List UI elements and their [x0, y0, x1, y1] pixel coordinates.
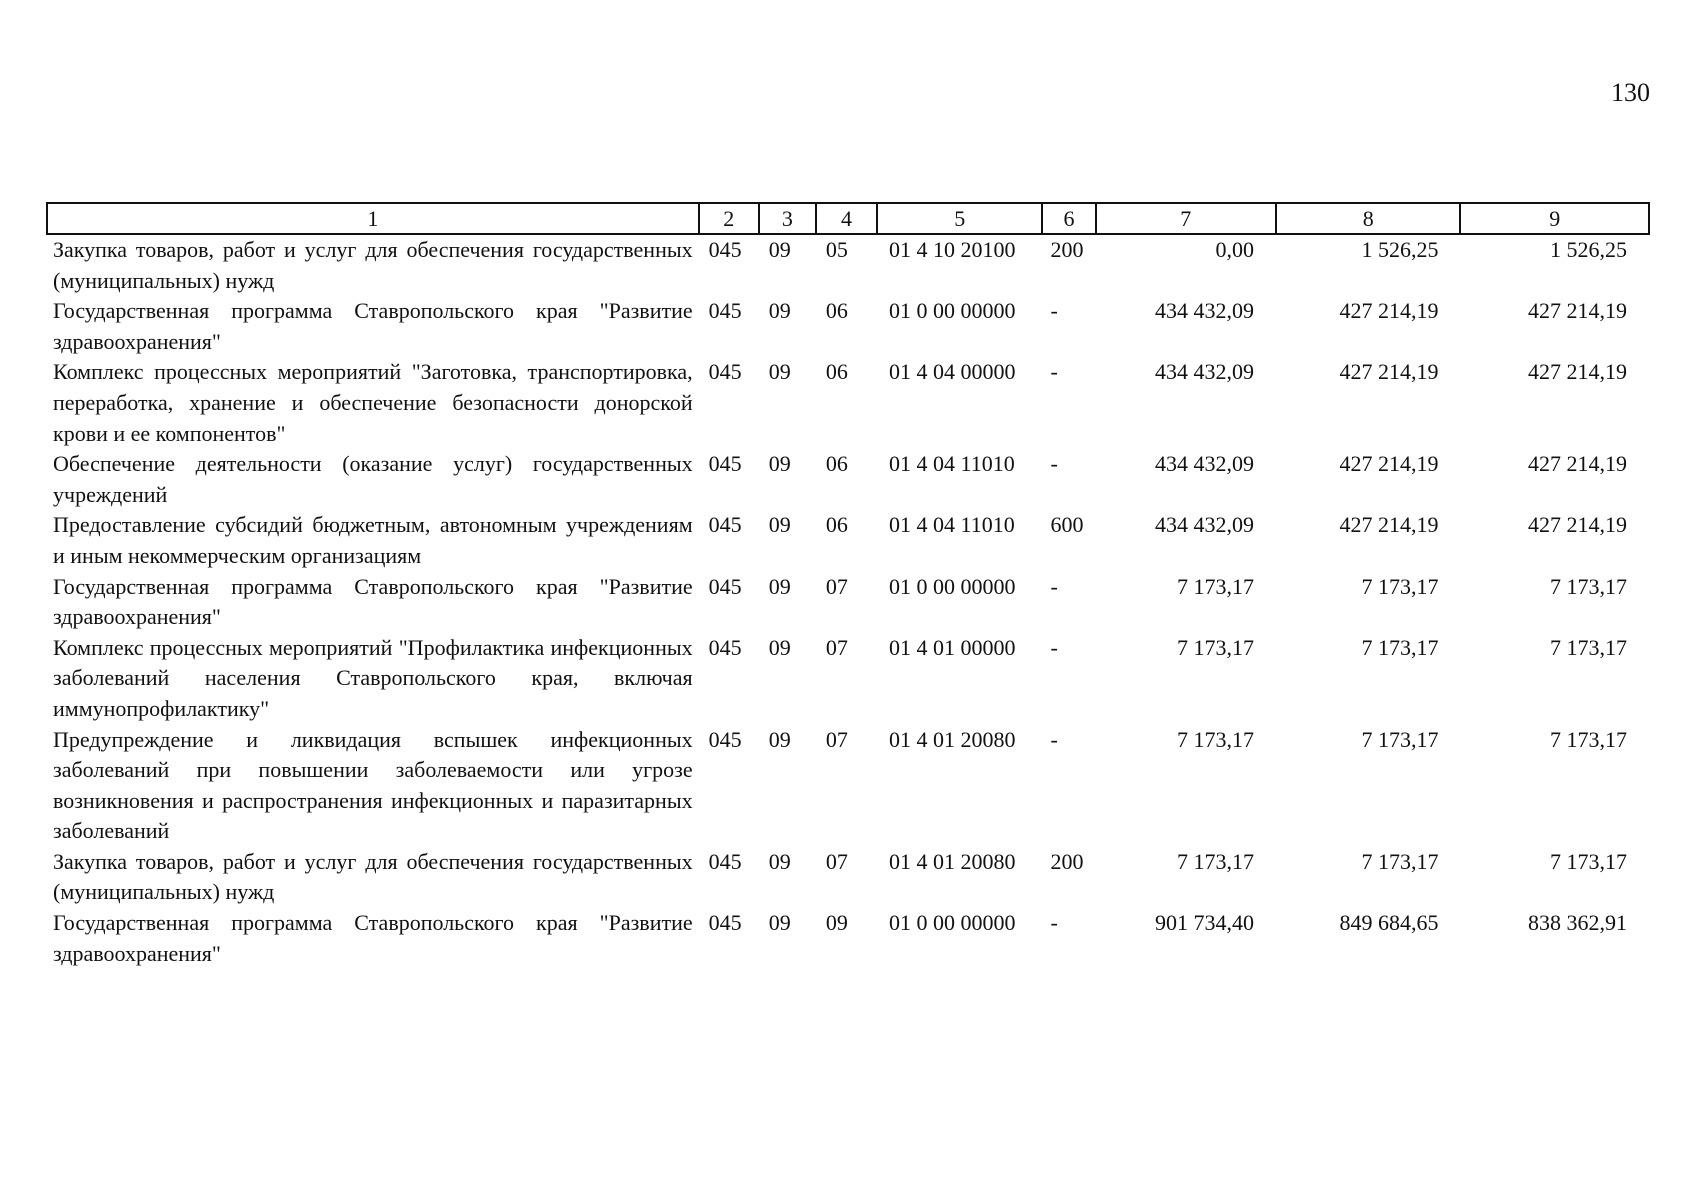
amount-col-8: 1 526,25	[1361, 237, 1439, 262]
amount-col-9: 838 362,91	[1528, 910, 1627, 936]
target-article-code: 01 4 10 20100	[889, 237, 1016, 262]
section-code: 09	[768, 359, 791, 385]
section-code: 09	[768, 910, 791, 936]
table-row	[47, 357, 1649, 449]
table-row	[47, 449, 1649, 510]
section-code: 09	[768, 512, 791, 538]
header-col-5: 5	[877, 203, 1042, 234]
header-col-1: 1	[47, 203, 699, 234]
amount-col-7: 434 432,09	[1155, 359, 1255, 385]
subsection-code: 09	[825, 910, 848, 936]
table-row	[47, 234, 1649, 296]
target-article-code: 01 4 04 00000	[889, 359, 1016, 385]
section-code: 09	[768, 237, 791, 262]
target-article-code: 01 4 01 20080	[889, 726, 1016, 752]
ministry-code: 045	[708, 298, 742, 324]
section-code: 09	[768, 634, 791, 660]
amount-col-7: 434 432,09	[1155, 512, 1255, 538]
row-name: Закупка товаров, работ и услуг для обеспечения государственных (муниципальных) нужд	[53, 237, 693, 293]
section-code: 09	[768, 573, 791, 599]
amount-col-8: 849 684,65	[1339, 910, 1439, 936]
table-row	[47, 847, 1649, 908]
row-name: Закупка товаров, работ и услуг для обеспечения государственных (муниципальных) нужд	[53, 848, 693, 905]
target-article-code: 01 0 00 00000	[889, 910, 1016, 936]
section-code: 09	[768, 298, 791, 324]
header-row	[47, 203, 1649, 234]
target-article-code: 01 4 04 11010	[889, 451, 1015, 477]
table-header	[47, 203, 1649, 234]
amount-col-9: 7 173,17	[1550, 848, 1627, 874]
subsection-code: 06	[825, 298, 848, 324]
header-col-7: 7	[1096, 203, 1276, 234]
row-name: Государственная программа Ставропольского края "Развитие здравоохранения"	[53, 910, 693, 966]
amount-col-7: 7 173,17	[1177, 726, 1255, 752]
amount-col-8: 427 214,19	[1339, 359, 1439, 385]
row-name: Государственная программа Ставропольского края "Развитие здравоохранения"	[53, 573, 693, 630]
amount-col-7: 7 173,17	[1177, 848, 1255, 874]
table-row	[47, 572, 1649, 633]
amount-col-8: 7 173,17	[1361, 848, 1439, 874]
table-row	[47, 510, 1649, 571]
table-row	[47, 908, 1649, 969]
page-number: 130	[1611, 78, 1650, 107]
header-col-2: 2	[699, 203, 759, 234]
amount-col-9: 7 173,17	[1550, 726, 1627, 752]
amount-col-7: 7 173,17	[1177, 634, 1255, 660]
amount-col-7: 901 734,40	[1155, 910, 1255, 936]
amount-col-9: 7 173,17	[1550, 573, 1627, 599]
subsection-code: 07	[825, 726, 848, 752]
subsection-code: 05	[825, 237, 848, 262]
amount-col-9: 427 214,19	[1528, 298, 1627, 324]
expense-type-code: -	[1050, 634, 1058, 660]
row-name: Предупреждение и ликвидация вспышек инфекционных заболеваний при повышении заболеваемости или угрозе возникновения и распространения инфекционных и паразитарных заболеваний	[53, 726, 693, 844]
expense-type-code: -	[1050, 451, 1058, 477]
header-col-8: 8	[1276, 203, 1460, 234]
target-article-code: 01 4 01 20080	[889, 848, 1016, 874]
table-row	[47, 296, 1649, 357]
amount-col-8: 7 173,17	[1361, 726, 1439, 752]
budget-table	[46, 202, 1650, 969]
ministry-code: 045	[708, 573, 742, 599]
header-col-4: 4	[816, 203, 877, 234]
section-code: 09	[768, 726, 791, 752]
amount-col-9: 1 526,25	[1550, 237, 1627, 262]
amount-col-7: 434 432,09	[1155, 298, 1255, 324]
expense-type-code: -	[1050, 298, 1058, 324]
amount-col-7: 434 432,09	[1155, 451, 1255, 477]
row-name: Предоставление субсидий бюджетным, автономным учреждениям и иным некоммерческим организациям	[53, 512, 693, 568]
amount-col-9: 427 214,19	[1528, 451, 1627, 477]
amount-col-9: 7 173,17	[1550, 634, 1627, 660]
ministry-code: 045	[708, 451, 742, 477]
target-article-code: 01 0 00 00000	[889, 573, 1016, 599]
row-name: Комплекс процессных мероприятий "Профилактика инфекционных заболеваний населения Ставропольского края, включая иммунопрофилактику"	[53, 634, 693, 721]
ministry-code: 045	[708, 726, 742, 752]
ministry-code: 045	[708, 237, 742, 262]
amount-col-7: 7 173,17	[1177, 573, 1255, 599]
header-col-9: 9	[1460, 203, 1649, 234]
subsection-code: 07	[825, 573, 848, 599]
amount-col-7: 0,00	[1215, 237, 1255, 262]
row-name: Комплекс процессных мероприятий "Заготовка, транспортировка, переработка, хранение и обеспечение безопасности донорской крови и ее компонентов"	[53, 359, 693, 446]
ministry-code: 045	[708, 910, 742, 936]
amount-col-9: 427 214,19	[1528, 512, 1627, 538]
subsection-code: 06	[825, 359, 848, 385]
subsection-code: 06	[825, 512, 848, 538]
expense-type-code: 600	[1050, 512, 1084, 538]
ministry-code: 045	[708, 848, 742, 874]
target-article-code: 01 4 01 00000	[889, 634, 1016, 660]
amount-col-8: 427 214,19	[1339, 298, 1439, 324]
subsection-code: 07	[825, 848, 848, 874]
subsection-code: 06	[825, 451, 848, 477]
expense-type-code: 200	[1050, 237, 1084, 262]
ministry-code: 045	[708, 359, 742, 385]
table-row	[47, 633, 1649, 725]
amount-col-8: 427 214,19	[1339, 512, 1439, 538]
section-code: 09	[768, 451, 791, 477]
amount-col-8: 7 173,17	[1361, 634, 1439, 660]
target-article-code: 01 4 04 11010	[889, 512, 1015, 538]
amount-col-8: 427 214,19	[1339, 451, 1439, 477]
header-col-6: 6	[1042, 203, 1095, 234]
amount-col-8: 7 173,17	[1361, 573, 1439, 599]
expense-type-code: -	[1050, 573, 1058, 599]
expense-type-code: -	[1050, 359, 1058, 385]
ministry-code: 045	[708, 512, 742, 538]
target-article-code: 01 0 00 00000	[889, 298, 1016, 324]
header-col-3: 3	[759, 203, 816, 234]
amount-col-9: 427 214,19	[1528, 359, 1627, 385]
expense-type-code: 200	[1050, 848, 1084, 874]
row-name: Обеспечение деятельности (оказание услуг) государственных учреждений	[53, 451, 693, 507]
section-code: 09	[768, 848, 791, 874]
table-body	[47, 234, 1649, 969]
ministry-code: 045	[708, 634, 742, 660]
subsection-code: 07	[825, 634, 848, 660]
table-row	[47, 725, 1649, 847]
expense-type-code: -	[1050, 910, 1058, 936]
expense-type-code: -	[1050, 726, 1058, 752]
row-name: Государственная программа Ставропольского края "Развитие здравоохранения"	[53, 298, 693, 354]
